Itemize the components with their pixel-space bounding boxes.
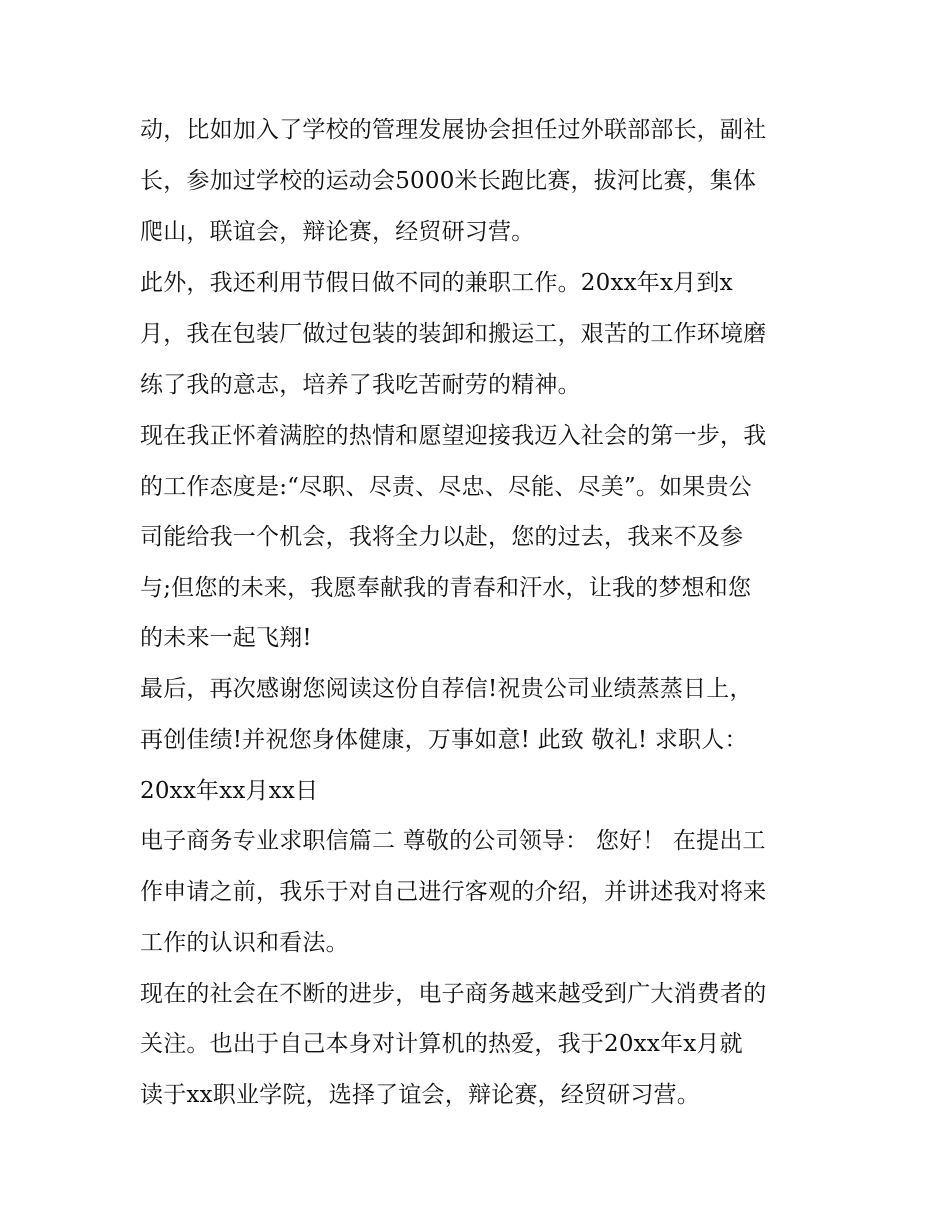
text-line: 动，比如加入了学校的管理发展协会担任过外联部部长，副社 (140, 117, 767, 143)
text-line: 司能给我一个机会，我将全力以赴，您的过去，我来不及参 (140, 524, 744, 550)
text-line: 现在我正怀着满腔的热情和愿望迎接我迈入社会的第一步，我 (140, 423, 767, 449)
text-line: 的工作态度是:“尽职、尽责、尽忠、尽能、尽美”。如果贵公 (140, 474, 752, 500)
text-line: 工作的认识和看法。 (140, 930, 349, 956)
text-line: 再创佳绩!并祝您身体健康，万事如意! 此致 敬礼! 求职人： (140, 727, 748, 753)
text-line: 练了我的意志，培养了我吃苦耐劳的精神。 (140, 372, 581, 398)
text-line: 现在的社会在不断的进步，电子商务越来越受到广大消费者的 (140, 981, 767, 1007)
text-line: 与;但您的未来，我愿奉献我的青春和汗水，让我的梦想和您 (140, 575, 752, 601)
text-line: 长，参加过学校的运动会5000米长跑比赛，拔河比赛，集体 (140, 168, 757, 194)
text-line: 作申请之前，我乐于对自己进行客观的介绍，并讲述我对将来 (140, 879, 767, 905)
text-line: 爬山，联谊会，辩论赛，经贸研习营。 (140, 219, 535, 245)
text-line: 的未来一起飞翔! (140, 625, 312, 651)
text-line: 关注。也出于自己本身对计算机的热爱，我于20xx年x月就 (140, 1031, 743, 1057)
text-line: 读于xx职业学院，选择了谊会，辩论赛，经贸研习营。 (140, 1082, 700, 1108)
text-line: 20xx年xx月xx日 (140, 778, 319, 804)
text-line: 电子商务专业求职信篇二 尊敬的公司领导： 您好！ 在提出工 (140, 828, 766, 854)
text-line: 月，我在包装厂做过包装的装卸和搬运工，艰苦的工作环境磨 (140, 321, 767, 347)
text-line: 此外，我还利用节假日做不同的兼职工作。20xx年x月到x (140, 270, 733, 296)
text-line: 最后，再次感谢您阅读这份自荐信!祝贵公司业绩蒸蒸日上， (140, 676, 753, 702)
